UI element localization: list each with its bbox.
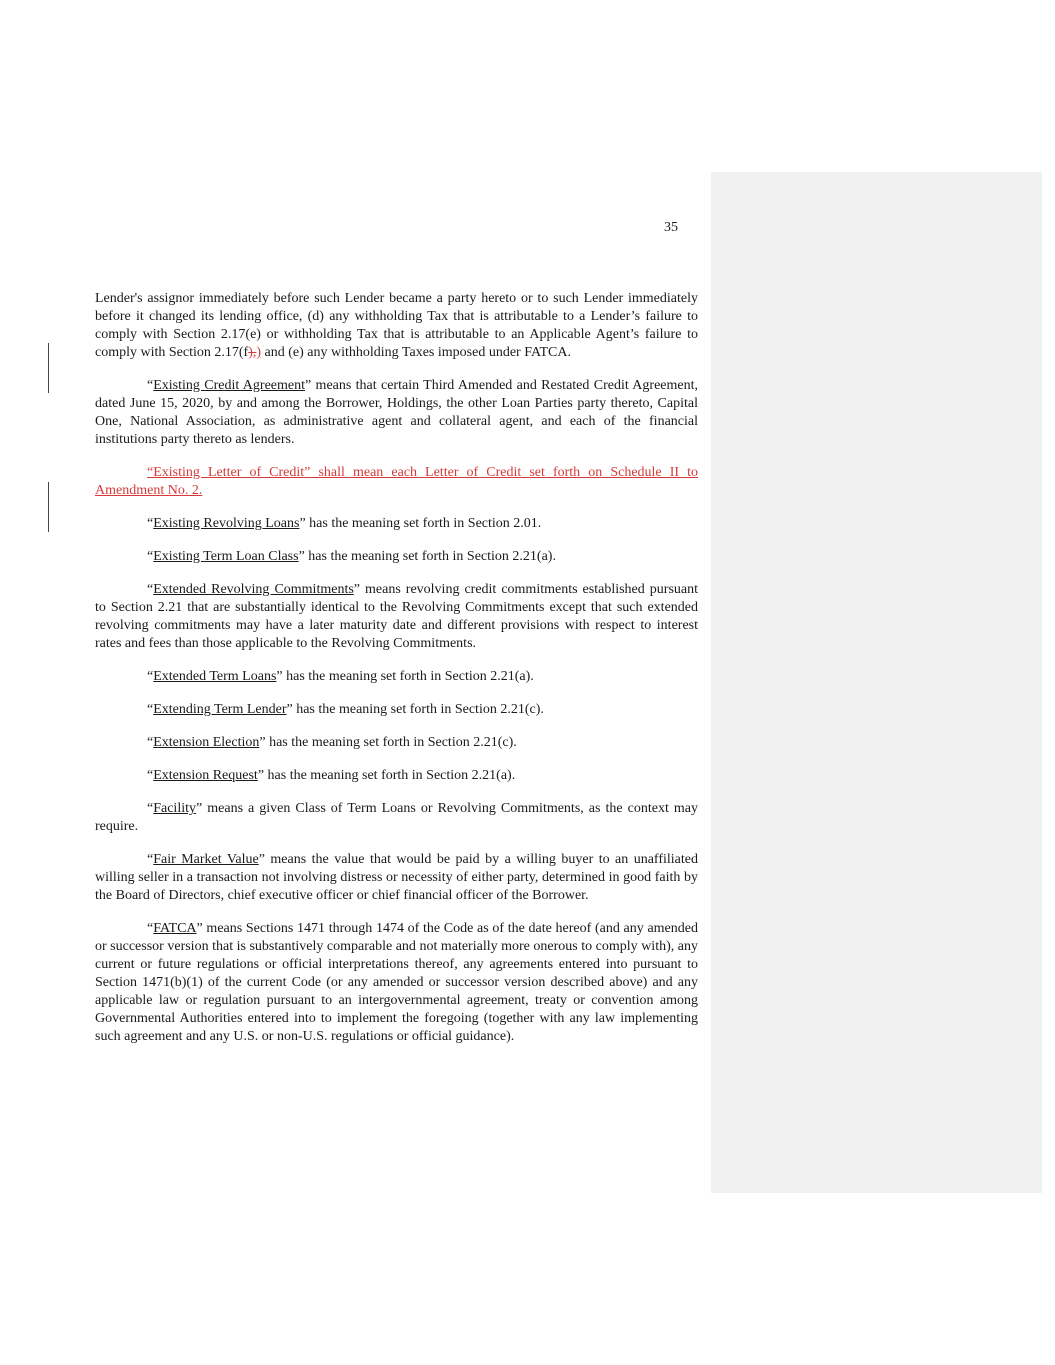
deleted-text: ), xyxy=(248,345,257,360)
definition-fatca: “FATCA” means Sections 1471 through 1474 of the Code as of the date hereof (and any amended or successor version that is substantively comparable and not materially more onerous to comply with), any current or future regulations or official interpretations thereof, any agreements entered into pursuant to Section 1471(b)(1) of the current Code (or any amended or successor version described above) and any applicable law or regulation pursuant to an intergovernmental agreement, treaty or convention among Governmental Authorities entered into to implement the foregoing (together with any law implementing such agreement and any U.S. or non-U.S. regulations or official guidance). xyxy=(95,921,698,1044)
definition-existing-credit-agreement: “Existing Credit Agreement” means that certain Third Amended and Restated Credit Agreement, dated June 15, 2020, by and among the Borrower, Holdings, the other Loan Parties party thereto, Capital One, National Association, as administrative agent and collateral agent, and each of the financial institutions party thereto as lenders. xyxy=(95,378,698,447)
defined-term: Extended Revolving Commitments xyxy=(153,582,354,597)
defined-term: Extended Term Loans xyxy=(153,669,277,684)
definition-existing-term-loan-class: “Existing Term Loan Class” has the meaning set forth in Section 2.21(a). xyxy=(147,549,556,564)
inserted-text: “Existing Letter of Credit” shall mean each Letter of Credit set forth on Schedule II to Amendment No. 2. xyxy=(95,465,698,498)
definition-extension-election: “Extension Election” has the meaning set forth in Section 2.21(c). xyxy=(147,735,517,750)
definition-fair-market-value: “Fair Market Value” means the value that would be paid by a willing buyer to an unaffiliated willing seller in a transaction not involving distress or necessity of either party, determined in good faith by the Board of Directors, chief executive officer or chief financial officer of the Borrower. xyxy=(95,852,698,903)
comment-pane xyxy=(711,172,1042,1193)
document-body xyxy=(95,290,698,1061)
definition-extending-term-lender: “Extending Term Lender” has the meaning set forth in Section 2.21(c). xyxy=(147,702,544,717)
defined-term: Existing Credit Agreement xyxy=(153,378,305,393)
defined-term: Extending Term Lender xyxy=(153,702,287,717)
definition-extended-term-loans: “Extended Term Loans” has the meaning set forth in Section 2.21(a). xyxy=(147,669,534,684)
defined-term: FATCA xyxy=(153,921,197,936)
definition-extension-request: “Extension Request” has the meaning set forth in Section 2.21(a). xyxy=(147,768,516,783)
change-bar xyxy=(48,482,49,532)
definition-existing-revolving-loans: “Existing Revolving Loans” has the meaning set forth in Section 2.01. xyxy=(147,516,542,531)
definition-existing-letter-of-credit xyxy=(95,464,698,500)
defined-term: Existing Revolving Loans xyxy=(153,516,300,531)
definition-extended-revolving-commitments: “Extended Revolving Commitments” means revolving credit commitments established pursuant to Section 2.21 that are substantially identical to the Revolving Commitments except that such extended revolving commitments may have a later maturity date and different provisions with respect to interest rates and fees than those applicable to the Revolving Commitments. xyxy=(95,582,698,651)
inserted-text: ) xyxy=(256,345,262,360)
defined-term: Existing Term Loan Class xyxy=(153,549,299,564)
defined-term: Fair Market Value xyxy=(153,852,259,867)
change-bar xyxy=(48,343,49,393)
defined-term: Extension Request xyxy=(153,768,258,783)
defined-term: Facility xyxy=(153,801,196,816)
defined-term: Extension Election xyxy=(153,735,260,750)
definition-facility: “Facility” means a given Class of Term Loans or Revolving Commitments, as the context may require. xyxy=(95,801,698,834)
paragraph-continuation: Lender's assignor immediately before such Lender became a party hereto or to such Lender immediately before it changed its lending office, (d) any withholding Tax that is attributable to a Lender’s failure to comply with Section 2.17(e) or withholding Tax that is attributable to an Applicable Agent’s failure to comply with Section 2.17(f),) and (e) any withholding Taxes imposed under FATCA. xyxy=(95,291,698,360)
page-number: 35 xyxy=(664,220,678,235)
